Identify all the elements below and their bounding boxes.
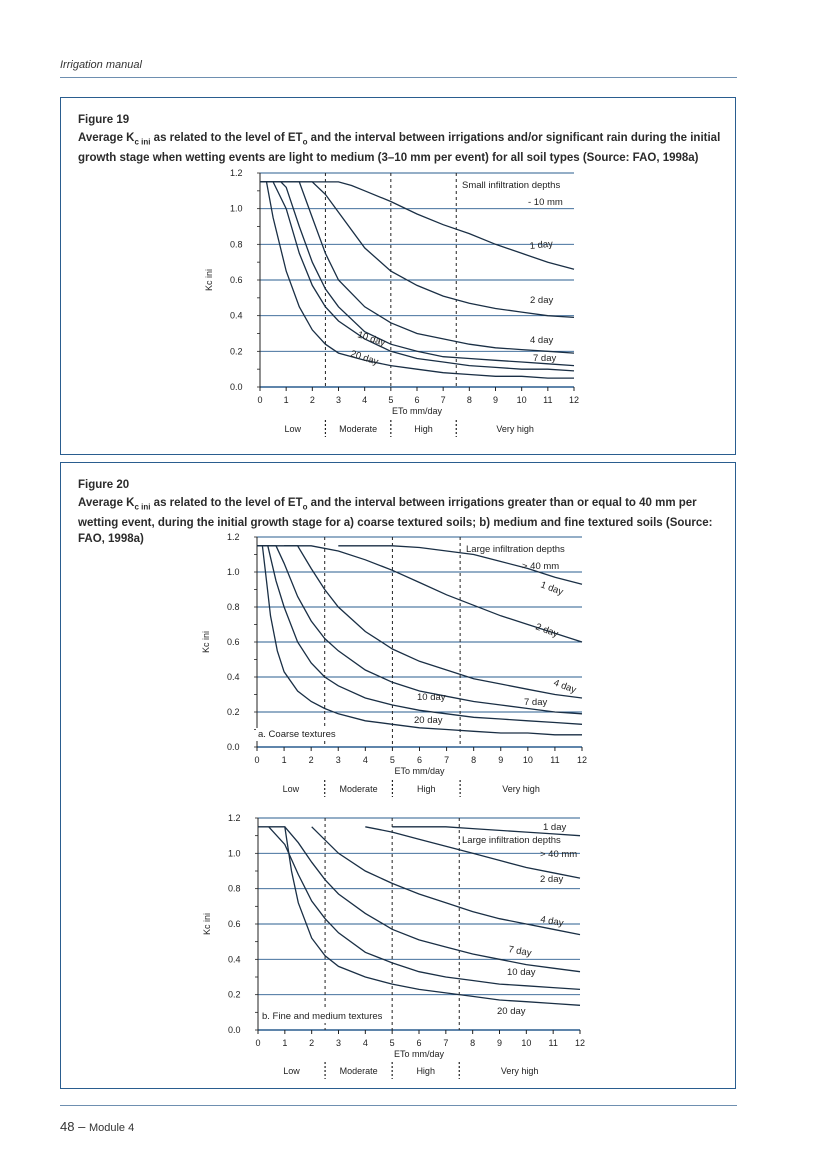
x-tick-label: 0 <box>255 1038 261 1048</box>
x-axis-label: ETo mm/day <box>393 1049 445 1059</box>
y-axis-label: Kc ini <box>202 912 212 936</box>
panel-label: b. Fine and medium textures <box>262 1011 383 1022</box>
region-label: Very high <box>500 1066 539 1076</box>
series-label: 10 day <box>507 967 536 978</box>
x-tick-label: 9 <box>496 1038 503 1048</box>
y-axis-label: Kc ini <box>201 630 211 654</box>
infiltration-annotation: Large infiltration depths <box>462 835 561 846</box>
y-tick-label: 0.6 <box>227 637 240 647</box>
y-axis-label: Kc ini <box>204 268 214 292</box>
x-tick-label: 7 <box>440 395 446 405</box>
y-tick-label: 0.2 <box>227 707 240 717</box>
infiltration-annotation: - 10 mm <box>528 197 563 208</box>
y-tick-label: 1.2 <box>228 813 241 823</box>
x-tick-label: 4 <box>362 1038 368 1048</box>
footer-separator: – <box>78 1119 86 1134</box>
figure-20-caption: Average $K_{c ini}$ as related to the level of $ET_o$ and the interval between irrigations greater than or equal to 40 mm per wetting event, during the initial growth stage for a) coarse textured soils; b) medium and fine textured soils (Source: FAO, 1998a) <box>78 497 713 546</box>
infiltration-annotation: > 40 mm <box>522 561 560 572</box>
x-tick-label: 10 <box>522 755 533 765</box>
x-tick-label: 9 <box>498 755 504 765</box>
series-label: 1 day <box>538 579 565 598</box>
x-tick-label: 2 <box>309 1038 315 1048</box>
x-tick-label: 4 <box>362 395 368 405</box>
x-tick-label: 5 <box>388 395 394 405</box>
x-tick-label: 9 <box>492 395 499 405</box>
series-label: 7 day <box>533 353 557 364</box>
region-label: Very high <box>502 784 540 794</box>
x-tick-label: 0 <box>257 395 263 405</box>
series-label: 20 day <box>497 1006 526 1017</box>
x-tick-label: 7 <box>443 1038 449 1048</box>
x-tick-label: 3 <box>335 395 342 405</box>
region-label: High <box>414 424 433 434</box>
figure-19-caption: Average $K_{c ini}$ as related to the level of $ET_o$ and the interval between irrigations and/or significant rain during the initial growth stage when wetting events are light to medium (3–10 mm per event) for all soil types (Source: FAO, 1998a) <box>78 132 721 165</box>
figure-19-label: Figure 19 <box>78 114 130 126</box>
y-tick-label: 0.2 <box>230 346 243 357</box>
figure-20-label: Figure 20 <box>78 479 130 491</box>
region-label: Low <box>284 424 301 434</box>
series-label: 20 day <box>414 715 443 726</box>
y-tick-label: 0.0 <box>227 742 240 752</box>
series-label: 2 day <box>530 295 554 306</box>
panel-label: a. Coarse textures <box>258 729 336 740</box>
x-tick-label: 11 <box>543 395 553 405</box>
series-label: 4 day <box>530 335 554 346</box>
y-tick-label: 1.2 <box>230 168 243 178</box>
series-label: 20 day <box>349 348 380 368</box>
x-tick-label: 5 <box>389 755 395 765</box>
y-tick-label: 0.6 <box>230 275 243 285</box>
x-tick-label: 8 <box>470 1038 476 1048</box>
region-label: Very high <box>496 424 534 434</box>
region-label: High <box>417 784 436 794</box>
infiltration-annotation: > 40 mm <box>540 849 578 860</box>
y-tick-label: 0.8 <box>230 239 243 250</box>
x-tick-label: 3 <box>335 1038 342 1048</box>
x-axis-label: ETo mm/day <box>394 766 445 776</box>
series-line <box>260 182 574 269</box>
series-line <box>260 182 574 371</box>
series-label: 7 day <box>507 944 533 959</box>
region-label: High <box>416 1066 435 1076</box>
region-label: Moderate <box>339 784 378 794</box>
series-label: 4 day <box>539 914 565 929</box>
series-label: 10 day <box>356 329 387 349</box>
x-tick-label: 12 <box>576 755 588 765</box>
infiltration-annotation: Large infiltration depths <box>466 544 565 555</box>
page-number: 48 <box>60 1119 75 1134</box>
y-tick-label: 1.2 <box>227 532 240 542</box>
page-footer <box>60 1119 134 1134</box>
x-tick-label: 10 <box>521 1038 532 1048</box>
y-tick-label: 0.4 <box>228 954 241 965</box>
series-label: 4 day <box>551 677 578 696</box>
x-tick-label: 2 <box>309 395 315 405</box>
series-line <box>260 182 574 353</box>
y-tick-label: 1.0 <box>228 848 241 859</box>
y-tick-label: 0.2 <box>228 989 241 1000</box>
x-axis-label: ETo mm/day <box>391 406 443 416</box>
x-tick-label: 7 <box>444 755 450 765</box>
region-label: Low <box>283 1066 300 1076</box>
y-tick-label: 0.6 <box>228 919 241 929</box>
y-tick-label: 0.0 <box>228 1025 241 1035</box>
y-tick-label: 0.4 <box>230 310 243 321</box>
x-tick-label: 11 <box>548 1038 558 1048</box>
infiltration-annotation: Small infiltration depths <box>462 180 561 191</box>
series-label: 7 day <box>524 697 548 708</box>
y-tick-label: 0.0 <box>230 382 243 392</box>
x-tick-label: 2 <box>308 755 314 765</box>
x-tick-label: 11 <box>550 755 560 765</box>
series-label: 2 day <box>540 874 564 885</box>
x-tick-label: 1 <box>281 755 287 765</box>
x-tick-label: 1 <box>282 1038 288 1048</box>
x-tick-label: 8 <box>471 755 477 765</box>
x-tick-label: 10 <box>516 395 527 405</box>
footer-rule <box>60 1105 737 1106</box>
region-label: Moderate <box>339 1066 378 1076</box>
y-tick-label: 0.8 <box>228 883 241 894</box>
x-tick-label: 4 <box>362 755 368 765</box>
series-label: 2 day <box>533 621 560 640</box>
page-header-title: Irrigation manual <box>60 59 142 71</box>
region-label: Low <box>282 784 300 794</box>
x-tick-label: 6 <box>414 395 420 405</box>
x-tick-label: 0 <box>254 755 260 765</box>
series-label: 10 day <box>417 692 446 703</box>
region-label: Moderate <box>339 424 378 434</box>
x-tick-label: 12 <box>568 395 580 405</box>
x-tick-label: 12 <box>574 1038 586 1048</box>
y-tick-label: 1.0 <box>230 203 243 214</box>
series-label: 1 day <box>543 822 567 833</box>
x-tick-label: 6 <box>416 755 423 765</box>
series-label: 1 day <box>529 238 554 252</box>
y-tick-label: 1.0 <box>227 567 240 577</box>
x-tick-label: 5 <box>389 1038 395 1048</box>
x-tick-label: 3 <box>335 755 341 765</box>
x-tick-label: 6 <box>416 1038 422 1048</box>
series-line <box>285 827 580 972</box>
y-tick-label: 0.4 <box>227 672 240 682</box>
footer-module: Module 4 <box>88 1122 135 1134</box>
x-tick-label: 8 <box>466 395 472 405</box>
y-tick-label: 0.8 <box>227 602 240 612</box>
x-tick-label: 1 <box>283 395 289 405</box>
